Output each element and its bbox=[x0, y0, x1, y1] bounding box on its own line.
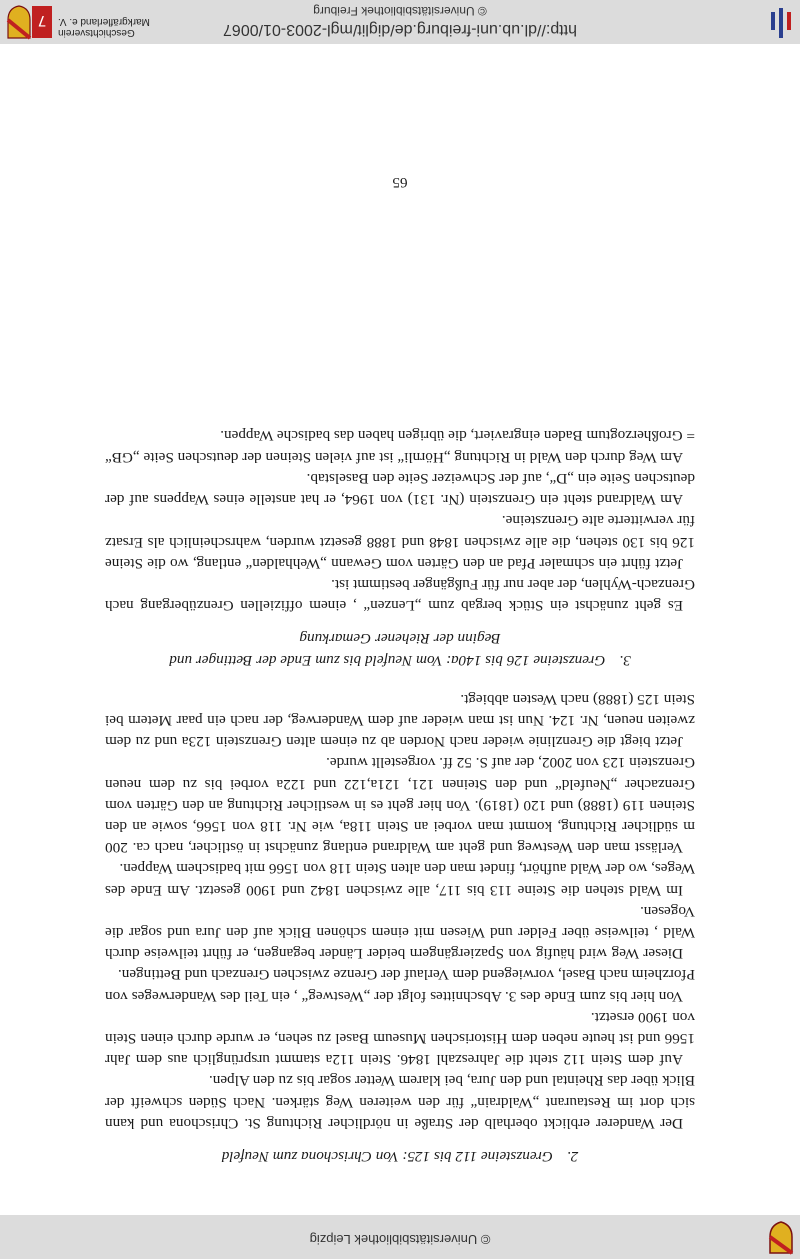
section-3-heading: 3.Grenzsteine 126 bis 140a: Vom Neufeld bis zum Ende der Bettinger und Beginn der Riehener Gemarkung bbox=[169, 630, 631, 669]
paragraph: Es geht zunächst ein Stück bergab zum „Lenzen“ , einem offiziellen Grenzübergang nach Grenzach-Wyhlen, der aber nur für Fußgänger bestimmt ist. bbox=[105, 575, 695, 615]
paragraph: Auf dem Stein 112 steht die Jahreszahl 1846. Stein 112a stammt ursprünglich aus dem Jahr 1566 und ist heute neben dem Historischen Museum Basel zu sehen, er wurde durch einen Stein von 1900 ersetzt. bbox=[105, 1008, 695, 1069]
paragraph: Am Waldrand steht ein Grenzstein (Nr. 131) von 1964, er hat anstelle eines Wappens auf der deutschen Seite ein „D“, auf der Schweizer Seite den Baselstab. bbox=[105, 469, 695, 509]
section-2-heading: 2.Grenzsteine 112 bis 125: Von Chrischona zum Neufeld bbox=[221, 1148, 579, 1165]
paragraph: Jetzt führt ein schmaler Pfad an den Gärten vom Gewann „Wehhalden“ entlang, wo die Steine 126 bis 130 stehen, die alle zwischen 1848 und 1888 gesetzt wurden, wahrscheinlich als Ersatz für verwitterte alte Grenzsteine. bbox=[105, 512, 695, 572]
paragraph: Im Wald stehen die Steine 113 bis 117, alle zwischen 1842 und 1900 gesetzt. Am Ende des Weges, wo der Wald aufhört, findet man den alten Stein 118 von 1566 mit badischem Wappen. bbox=[105, 860, 695, 899]
paragraph: Von hier bis zum Ende des 3. Abschnittes folgt der „Westweg“ , ein Teil des Wanderweges von Pforzheim nach Basel, vorwiegend dem Verlauf der Grenze zwischen Grenzach und Bettingen. bbox=[105, 966, 695, 1005]
page-number: 65 bbox=[392, 174, 408, 191]
paragraph: Verlässt man den Westweg und geht am Waldrand entlang zunächst in östlicher, nach ca. 200 m südlicher Richtung, kommt man vorbei an Stein 118a, wie Nr. 118 von 1566, sowie an den Steinen 119 (1888) und 120 (1819). Von hier geht es in westlicher Richtung an den Gärten vom Grenzacher „Neufeld“ und den Steinen 121, 121a,122 und 122a vorbei bis zu dem neuen Grenzstein 123 von 2002, der auf S. 52 ff. vorgestellt wurde. bbox=[105, 754, 695, 857]
svg-text:7: 7 bbox=[37, 12, 47, 28]
footer-bar bbox=[0, 0, 800, 44]
society-crest-icon bbox=[6, 4, 54, 40]
paragraph: Am Weg durch den Wald in Richtung „Hörnli“ ist auf vielen Steinen der deutschen Seite „GB“ = Großherzogtum Baden eingraviert, die übrigen haben das badische Wappen. bbox=[105, 427, 695, 466]
document-url[interactable]: http://dl.ub.uni-freiburg.de/diglit/mgl-2003-01/0067 bbox=[223, 21, 577, 38]
document-body bbox=[105, 425, 695, 1181]
library-credit: © Universitätsbibliothek Leipzig bbox=[309, 1232, 491, 1247]
society-name: Geschichtsverein Markgräflerland e. V. bbox=[58, 16, 150, 38]
university-credit: © Universitätsbibliothek Freiburg bbox=[313, 4, 487, 18]
paragraph: Dieser Weg wird häufig von Spaziergängern beider Länder begangen, er führt teilweise durch Wald , teilweise über Felder und Wiesen mit einem schönen Blick auf den Jura und sogar die Vogesen. bbox=[105, 902, 695, 963]
paragraph: Der Wanderer erblickt oberhalb der Straße in nördlicher Richtung St. Chrischona und kann sich dort im Restaurant „Waldrain“ für den weiteren Weg stärken. Nach Süden schweift der Blick über das Rheintal und den Jura, bei klarem Wetter sogar bis zu den Alpen. bbox=[105, 1072, 695, 1132]
header-bar bbox=[0, 1215, 800, 1259]
paragraph: Jetzt biegt die Grenzlinie wieder nach Norden ab zu einem alten Grenzstein 123a und zu dem zweiten neuen, Nr. 124. Nun ist man wieder auf dem Wanderweg, der nach ein paar Metern bei Stein 125 (1888) nach Westen abbiegt. bbox=[105, 690, 695, 751]
